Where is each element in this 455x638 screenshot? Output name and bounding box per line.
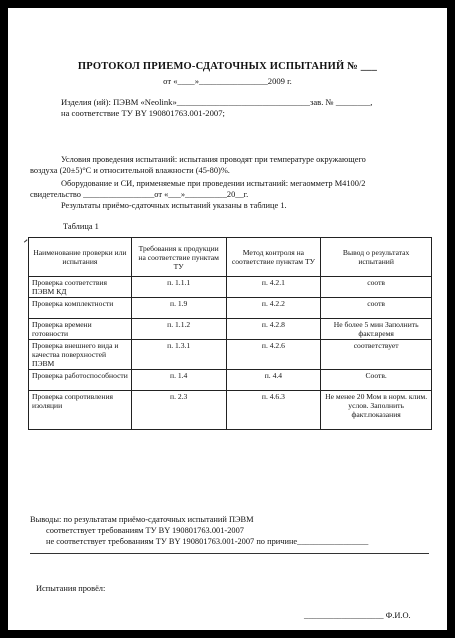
- conclusion-line-2: соответствует требованиям ТУ BY 190801763.001-2007: [46, 526, 244, 535]
- cell-check-name: Проверка работоспособности: [29, 370, 132, 391]
- table-row: [29, 319, 432, 340]
- divider-line: [30, 553, 429, 554]
- equipment-line-1: Оборудование и СИ, применяемые при проведении испытаний: мегаомметр М4100/2: [61, 179, 366, 188]
- cell-method: п. 4.2.2: [226, 298, 321, 319]
- cell-check-name: Проверка комплектности: [29, 298, 132, 319]
- cell-requirement: п. 1.4: [131, 370, 226, 391]
- cell-result: соответствует: [321, 340, 432, 370]
- table-row: [29, 340, 432, 370]
- conditions-line-2: воздуха (20±5)°С и относительной влажности (45-80)%.: [30, 166, 230, 175]
- signature-line: ___________________ Ф.И.О.: [304, 611, 411, 620]
- cell-method: п. 4.4: [226, 370, 321, 391]
- header-conclusion: Вывод о результатах испытаний: [321, 238, 432, 277]
- cell-method: п. 4.6.3: [226, 391, 321, 430]
- document-title: ПРОТОКОЛ ПРИЕМО-СДАТОЧНЫХ ИСПЫТАНИЙ № ___: [77, 61, 378, 72]
- conclusion-line-1: Выводы: по результатам приёмо-сдаточных испытаний ПЭВМ: [30, 515, 254, 524]
- product-line: Изделия (ий): ПЭВМ «Neolink»_______________________________зав. № ________,: [61, 97, 373, 107]
- cell-requirement: п. 1.1.2: [131, 319, 226, 340]
- header-check-name: Наименование проверки или испытания: [29, 238, 132, 277]
- results-table: [28, 237, 432, 430]
- cell-check-name: Проверка сопротивления изоляции: [29, 391, 132, 430]
- cell-method: п. 4.2.6: [226, 340, 321, 370]
- conclusion-line-3: не соответствует требованиям ТУ BY 190801763.001-2007 по причине_________________: [46, 537, 369, 546]
- equipment-line-2: свидетельство _________________от «___»__________20__г.: [30, 190, 249, 199]
- spec-line: на соответствие ТУ BY 190801763.001-2007;: [61, 108, 225, 118]
- cell-requirement: п. 1.3.1: [131, 340, 226, 370]
- cell-result: Не более 5 мин Заполнить факт.время: [321, 319, 432, 340]
- cell-result: соотв: [321, 277, 432, 298]
- cell-result: Не менее 20 Мом в норм. клим. услов. Заполнить факт.показания: [321, 391, 432, 430]
- cell-check-name: Проверка внешнего вида и качества поверхностей ПЭВМ: [29, 340, 132, 370]
- cell-check-name: Проверка времени готовности: [29, 319, 132, 340]
- table-header-row: [29, 238, 432, 277]
- cell-requirement: п. 2.3: [131, 391, 226, 430]
- document-page: [8, 8, 447, 630]
- cell-result: Соотв.: [321, 370, 432, 391]
- results-intro: Результаты приёмо-сдаточных испытаний указаны в таблице 1.: [61, 201, 287, 210]
- cell-result: соотв: [321, 298, 432, 319]
- header-requirements: Требования к продукции на соответствие пунктам ТУ: [131, 238, 226, 277]
- document-date: от «____»________________2009 г.: [163, 76, 292, 86]
- header-method: Метод контроля на соответствие пунктам ТУ: [226, 238, 321, 277]
- table-row: [29, 370, 432, 391]
- table-row: [29, 391, 432, 430]
- cell-requirement: п. 1.1.1: [131, 277, 226, 298]
- table-caption: Таблица 1: [63, 222, 99, 231]
- cell-method: п. 4.2.1: [226, 277, 321, 298]
- cell-check-name: Проверка соответствия ПЭВМ КД: [29, 277, 132, 298]
- table-row: [29, 277, 432, 298]
- tested-by-label: Испытания провёл:: [36, 584, 106, 593]
- cell-requirement: п. 1.9: [131, 298, 226, 319]
- conditions-line-1: Условия проведения испытаний: испытания проводят при температуре окружающего: [61, 155, 366, 164]
- cell-method: п. 4.2.8: [226, 319, 321, 340]
- table-row: [29, 298, 432, 319]
